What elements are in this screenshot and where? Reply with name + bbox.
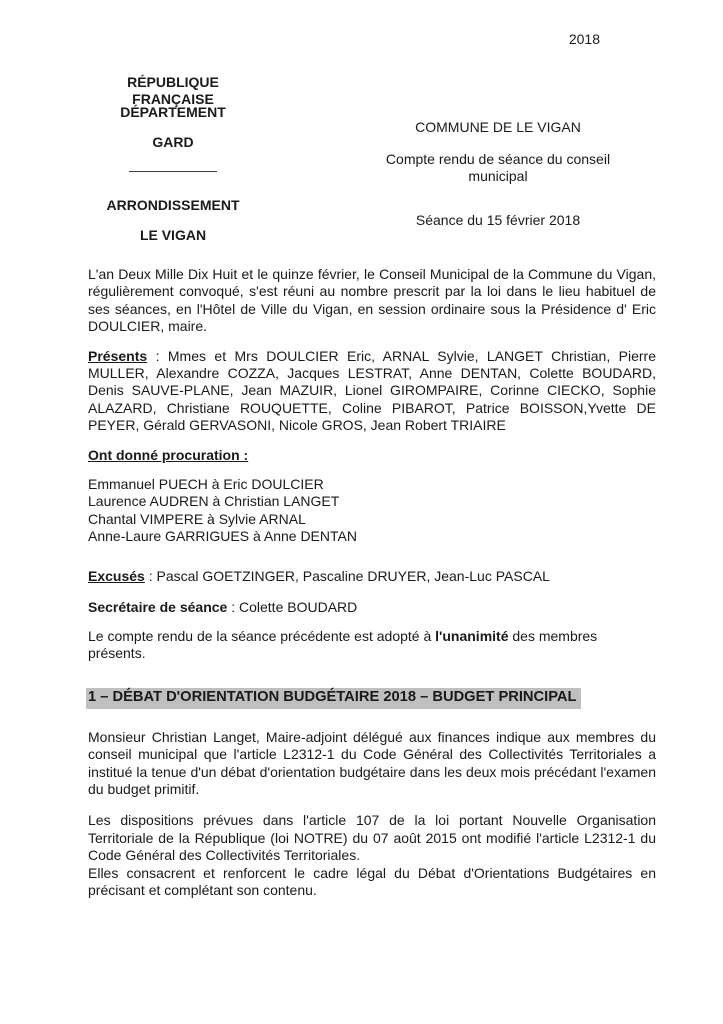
document-body — [88, 266, 656, 899]
departement-name: GARD — [152, 134, 194, 150]
arrondissement-label: ARRONDISSEMENT — [106, 197, 240, 213]
secretaire-paragraph — [88, 599, 656, 616]
proxy-item: Chantal VIMPERE à Sylvie ARNAL — [88, 510, 306, 527]
section-1-paragraph-2a: Les dispositions prévues dans l'article 107 de la loi portant Nouvelle Organisation Territoriale de la République (loi NOTRE) du 07 août 2015 ont modifié l'article L2312-1 du Code Général des Collectivités Territoriales. — [88, 812, 656, 864]
adoption-after: des membres présents. — [88, 627, 598, 661]
adoption-note — [88, 628, 656, 663]
commune-name: COMMUNE DE LE VIGAN — [415, 119, 581, 135]
presents-label: Présents — [88, 347, 148, 364]
section-1-heading — [88, 688, 656, 708]
section-1-paragraph-2b: Elles consacrent et renforcent le cadre légal du Débat d'Orientations Budgétaires en précisant et complétant son contenu. — [88, 864, 656, 898]
presents-list: : Mmes et Mrs DOULCIER Eric, ARNAL Sylvie, LANGET Christian, Pierre MULLER, Alexandre COZZA, Jacques LESTRAT, Anne DENTAN, Colette BOUDARD, Denis SAUVE-PLANE, Jean MAZUIR, Lionel GIROMPAIRE, Corinne CIECKO, Sophie ALAZARD, Christiane ROUQUETTE, Coline PIBAROT, Patrice BOISSON,Yvette DE PEYER, Gérald GERVASONI, Nicole GROS, Jean Robert TRIAIRE — [88, 347, 656, 434]
presents-paragraph — [88, 348, 656, 435]
secretaire-value: : Colette BOUDARD — [227, 599, 358, 616]
year-label: 2018 — [568, 31, 600, 47]
proxies-heading — [88, 447, 656, 464]
unanimite-emphasis: l'unanimité — [435, 627, 509, 644]
proxy-item: Emmanuel PUECH à Eric DOULCIER — [88, 476, 324, 493]
arrondissement-name: LE VIGAN — [139, 227, 207, 243]
proxy-item: Anne-Laure GARRIGUES à Anne DENTAN — [88, 528, 357, 545]
excuses-paragraph — [88, 568, 656, 585]
document-title: Compte rendu de séance du conseil municipal — [385, 151, 611, 185]
republique-francaise-label: RÉPUBLIQUE FRANÇAISE — [127, 74, 219, 108]
excuses-list: : Pascal GOETZINGER, Pascaline DRUYER, Jean-Luc PASCAL — [144, 567, 550, 584]
excuses-label: Excusés — [88, 567, 145, 584]
section-1-heading-highlight: 1 – DÉBAT D'ORIENTATION BUDGÉTAIRE 2018 – BUDGET PRINCIPAL — [86, 688, 581, 708]
secretaire-label: Secrétaire de séance — [88, 599, 228, 616]
proxies-list — [88, 476, 656, 546]
proxy-item: Laurence AUDREN à Christian LANGET — [88, 493, 340, 510]
document-header — [0, 0, 723, 264]
section-1-paragraph-2 — [88, 812, 656, 899]
departement-label: DÉPARTEMENT — [120, 104, 226, 120]
session-date: Séance du 15 février 2018 — [415, 212, 581, 228]
adoption-before: Le compte rendu de la séance précédente est adopté à — [88, 627, 436, 644]
document-title-wrap — [340, 151, 656, 186]
proxies-heading-label: Ont donné procuration : — [88, 446, 249, 463]
intro-paragraph: L'an Deux Mille Dix Huit et le quinze février, le Conseil Municipal de la Commune du Vigan, régulièrement convoqué, s'est réuni au nombre prescrit par la loi dans le lieu habituel de ses séances, en l'Hôtel de Ville du Vigan, en session ordinaire sous la Présidence d' Eric DOULCIER, maire. — [88, 266, 656, 335]
header-divider — [129, 171, 217, 172]
section-1-paragraph-1: Monsieur Christian Langet, Maire-adjoint délégué aux finances indique aux membres du conseil municipal que l'article L2312-1 du Code Général des Collectivités Territoriales a institué la tenue d'un débat d'orientation budgétaire dans les deux mois précédant l'examen du budget primitif. — [88, 728, 656, 797]
